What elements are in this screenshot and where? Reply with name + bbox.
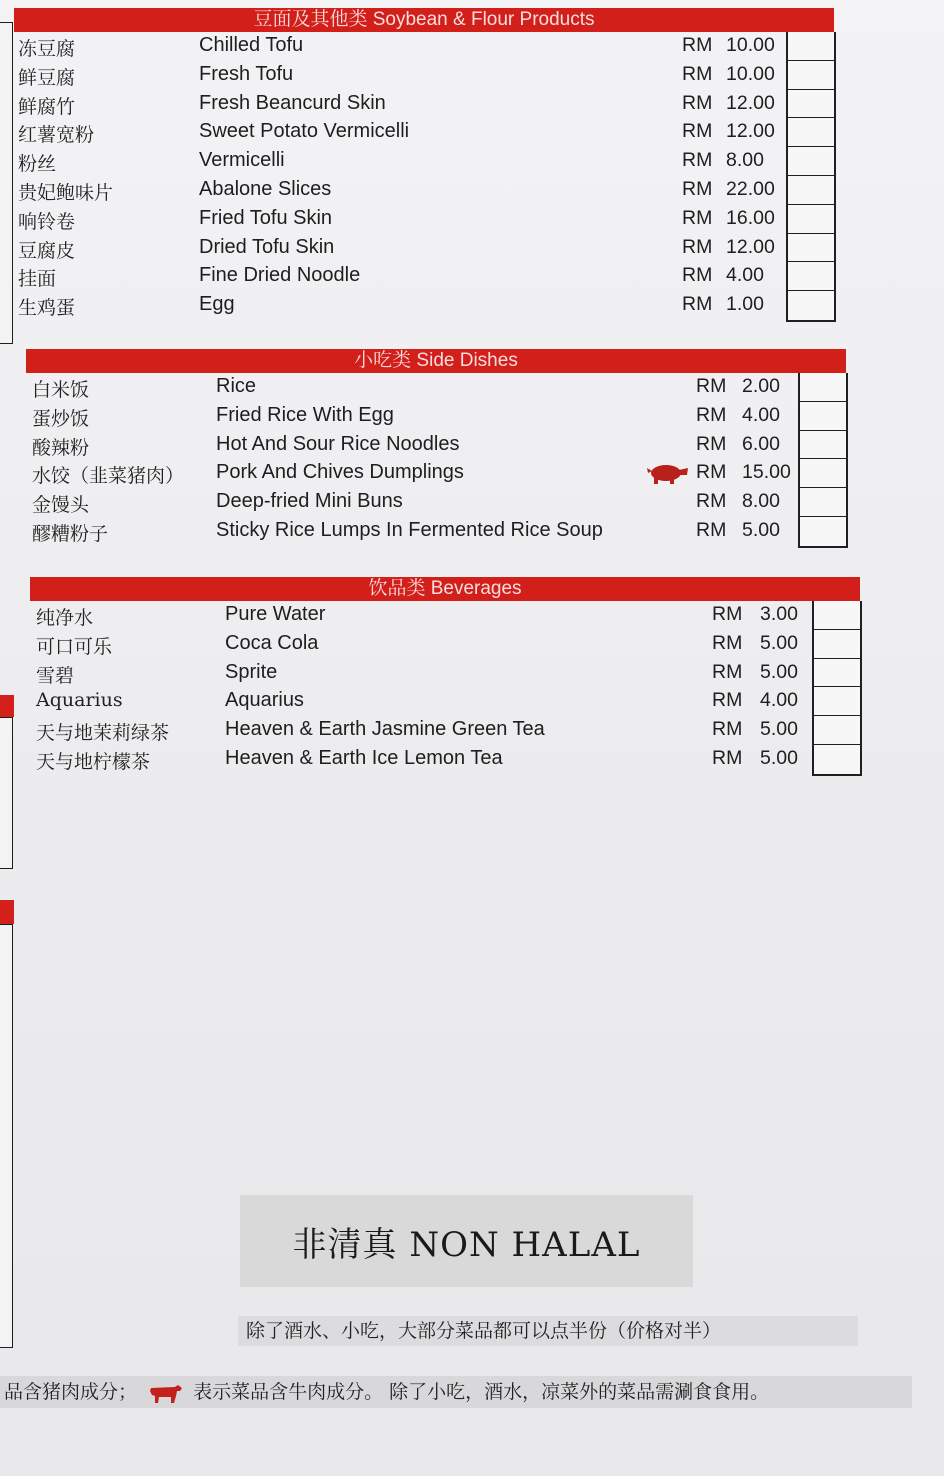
currency-label: RM <box>682 91 713 114</box>
section-side-dishes <box>26 349 846 546</box>
currency-label: RM <box>712 660 743 683</box>
item-chinese-name: 豆腐皮 <box>18 239 76 262</box>
soybean-rows <box>14 32 834 320</box>
order-checkbox[interactable] <box>788 118 834 147</box>
currency-label: RM <box>712 631 743 654</box>
order-checkbox[interactable] <box>800 517 846 546</box>
menu-item-row <box>26 517 846 546</box>
edge-red-mark-2 <box>0 900 14 924</box>
item-chinese-name: 冻豆腐 <box>18 38 76 60</box>
item-price: 4.00 <box>726 264 764 287</box>
order-checkbox[interactable] <box>800 431 846 460</box>
item-chinese-name: 挂面 <box>18 268 57 291</box>
item-english-name: Fried Tofu Skin <box>199 206 333 229</box>
item-english-name: Pure Water <box>225 603 326 625</box>
menu-item-row <box>14 176 834 205</box>
edge-red-mark <box>0 695 14 717</box>
order-checkbox[interactable] <box>788 90 834 119</box>
side-dish-rows <box>26 373 846 546</box>
item-price: 12.00 <box>726 235 775 258</box>
item-chinese-name: 白米饭 <box>32 379 90 401</box>
item-english-name: Coca Cola <box>225 631 319 654</box>
menu-item-row <box>14 61 834 90</box>
item-price: 15.00 <box>742 461 791 484</box>
menu-item-row <box>30 659 860 688</box>
item-chinese-name: 粉丝 <box>18 153 57 176</box>
ingredient-legend-note <box>0 1376 912 1408</box>
menu-item-row <box>14 118 834 147</box>
item-price: 22.00 <box>726 177 775 200</box>
legend-beef-text: 表示菜品含牛肉成分。 除了小吃，酒水，凉菜外的菜品需涮食食用。 <box>193 1381 770 1403</box>
menu-item-row <box>26 402 846 431</box>
item-english-name: Aquarius <box>225 689 304 712</box>
item-price: 10.00 <box>726 34 775 56</box>
order-checkbox[interactable] <box>814 687 860 716</box>
item-chinese-name: 天与地柠檬茶 <box>36 750 151 773</box>
currency-label: RM <box>682 235 713 258</box>
item-english-name: Vermicelli <box>199 149 285 172</box>
menu-item-row <box>30 630 860 659</box>
item-english-name: Dried Tofu Skin <box>199 235 335 258</box>
order-checkbox[interactable] <box>814 659 860 688</box>
currency-label: RM <box>712 603 743 625</box>
item-chinese-name: 可口可乐 <box>36 635 113 658</box>
currency-label: RM <box>682 206 713 229</box>
menu-item-row <box>30 601 860 630</box>
currency-label: RM <box>682 149 713 172</box>
legend-pork-text: 品含猪肉成分； <box>4 1381 138 1403</box>
item-english-name: Abalone Slices <box>199 177 332 200</box>
order-checkbox[interactable] <box>800 488 846 517</box>
order-checkbox[interactable] <box>800 373 846 402</box>
section-beverages <box>30 577 860 774</box>
item-chinese-name: Aquarius <box>36 689 123 712</box>
item-price: 12.00 <box>726 91 775 114</box>
menu-item-row <box>14 32 834 61</box>
item-price: 8.00 <box>726 149 764 172</box>
item-price: 10.00 <box>726 62 775 85</box>
cow-icon <box>147 1382 183 1404</box>
menu-item-row <box>26 488 846 517</box>
menu-item-row <box>26 373 846 402</box>
order-checkbox-column-soybean <box>786 32 836 322</box>
item-price: 5.00 <box>760 746 798 769</box>
menu-item-row <box>14 205 834 234</box>
order-checkbox[interactable] <box>814 745 860 774</box>
item-chinese-name: 醪糟粉子 <box>32 522 109 545</box>
currency-label: RM <box>712 746 743 769</box>
currency-label: RM <box>696 518 727 541</box>
currency-label: RM <box>682 62 713 85</box>
item-price: 6.00 <box>742 432 780 455</box>
item-english-name: Rice <box>216 375 257 397</box>
item-price: 5.00 <box>760 631 798 654</box>
order-checkbox[interactable] <box>800 402 846 431</box>
order-checkbox-column-beverages <box>812 601 862 776</box>
item-price: 16.00 <box>726 206 775 229</box>
section-header-beverages: 饮品类 Beverages <box>30 577 860 601</box>
order-checkbox[interactable] <box>788 234 834 263</box>
item-price: 1.00 <box>726 293 764 316</box>
menu-item-row <box>14 147 834 176</box>
currency-label: RM <box>712 689 743 712</box>
item-price: 4.00 <box>760 689 798 712</box>
item-english-name: Pork And Chives Dumplings <box>216 461 464 484</box>
menu-item-row <box>30 687 860 716</box>
item-chinese-name: 天与地茉莉绿茶 <box>36 722 170 745</box>
item-chinese-name: 酸辣粉 <box>32 436 90 459</box>
edge-strip-bottom <box>0 924 13 1348</box>
order-checkbox[interactable] <box>800 459 846 488</box>
menu-item-row <box>14 291 834 320</box>
item-english-name: Sticky Rice Lumps In Fermented Rice Soup <box>216 518 603 541</box>
item-english-name: Deep-fried Mini Buns <box>216 490 403 513</box>
beverage-rows <box>30 601 860 774</box>
item-english-name: Fine Dried Noodle <box>199 264 361 287</box>
currency-label: RM <box>682 264 713 287</box>
item-price: 5.00 <box>742 518 780 541</box>
currency-label: RM <box>682 293 713 316</box>
order-checkbox-column-side <box>798 373 848 548</box>
item-chinese-name: 纯净水 <box>36 607 94 629</box>
edge-strip-mid <box>0 717 13 869</box>
item-chinese-name: 蛋炒饭 <box>32 407 90 430</box>
order-checkbox[interactable] <box>814 630 860 659</box>
menu-item-row <box>14 234 834 263</box>
order-checkbox[interactable] <box>788 61 834 90</box>
currency-label: RM <box>712 718 743 741</box>
order-checkbox[interactable] <box>788 147 834 176</box>
order-checkbox[interactable] <box>788 176 834 205</box>
currency-label: RM <box>682 177 713 200</box>
item-chinese-name: 水饺（韭菜猪肉） <box>32 465 185 488</box>
item-chinese-name: 鲜豆腐 <box>18 66 76 89</box>
item-english-name: Hot And Sour Rice Noodles <box>216 432 460 455</box>
item-price: 5.00 <box>760 718 798 741</box>
currency-label: RM <box>696 490 727 513</box>
item-price: 4.00 <box>742 403 780 426</box>
item-price: 3.00 <box>760 603 798 625</box>
item-chinese-name: 响铃卷 <box>18 210 76 233</box>
order-checkbox[interactable] <box>788 32 834 61</box>
menu-item-row <box>30 745 860 774</box>
half-portion-note: 除了酒水、小吃，大部分菜品都可以点半份（价格对半） <box>238 1316 858 1346</box>
menu-item-row <box>26 459 846 488</box>
item-chinese-name: 鲜腐竹 <box>18 95 76 118</box>
item-english-name: Heaven & Earth Jasmine Green Tea <box>225 718 545 741</box>
currency-label: RM <box>696 403 727 426</box>
item-english-name: Sprite <box>225 660 278 683</box>
item-price: 8.00 <box>742 490 780 513</box>
pig-icon <box>646 461 690 490</box>
item-chinese-name: 红薯宽粉 <box>18 124 95 147</box>
currency-label: RM <box>696 432 727 455</box>
order-checkbox[interactable] <box>788 291 834 320</box>
item-english-name: Chilled Tofu <box>199 34 304 56</box>
non-halal-label: 非清真 NON HALAL <box>292 1224 641 1265</box>
order-checkbox[interactable] <box>814 601 860 630</box>
currency-label: RM <box>682 34 713 56</box>
item-english-name: Fresh Beancurd Skin <box>199 91 386 114</box>
currency-label: RM <box>682 120 713 143</box>
order-checkbox[interactable] <box>814 716 860 745</box>
item-english-name: Sweet Potato Vermicelli <box>199 120 410 143</box>
item-english-name: Fried Rice With Egg <box>216 403 394 426</box>
menu-item-row <box>14 262 834 291</box>
item-chinese-name: 生鸡蛋 <box>18 297 76 320</box>
currency-label: RM <box>696 375 727 397</box>
item-price: 5.00 <box>760 660 798 683</box>
section-header-soybean: 豆面及其他类 Soybean & Flour Products <box>14 8 834 32</box>
item-price: 12.00 <box>726 120 775 143</box>
currency-label: RM <box>696 461 727 484</box>
menu-item-row <box>26 431 846 460</box>
order-checkbox[interactable] <box>788 205 834 234</box>
order-checkbox[interactable] <box>788 262 834 291</box>
item-chinese-name: 金馒头 <box>32 494 90 517</box>
section-soybean-flour <box>14 8 834 320</box>
item-english-name: Heaven & Earth Ice Lemon Tea <box>225 746 503 769</box>
item-chinese-name: 贵妃鲍味片 <box>18 181 114 204</box>
menu-item-row <box>14 90 834 119</box>
non-halal-banner <box>240 1195 693 1287</box>
section-header-side-dishes: 小吃类 Side Dishes <box>26 349 846 373</box>
menu-item-row <box>30 716 860 745</box>
item-price: 2.00 <box>742 375 780 397</box>
item-chinese-name: 雪碧 <box>36 664 75 687</box>
item-english-name: Egg <box>199 293 235 316</box>
item-english-name: Fresh Tofu <box>199 62 294 85</box>
edge-strip-top <box>0 22 13 344</box>
